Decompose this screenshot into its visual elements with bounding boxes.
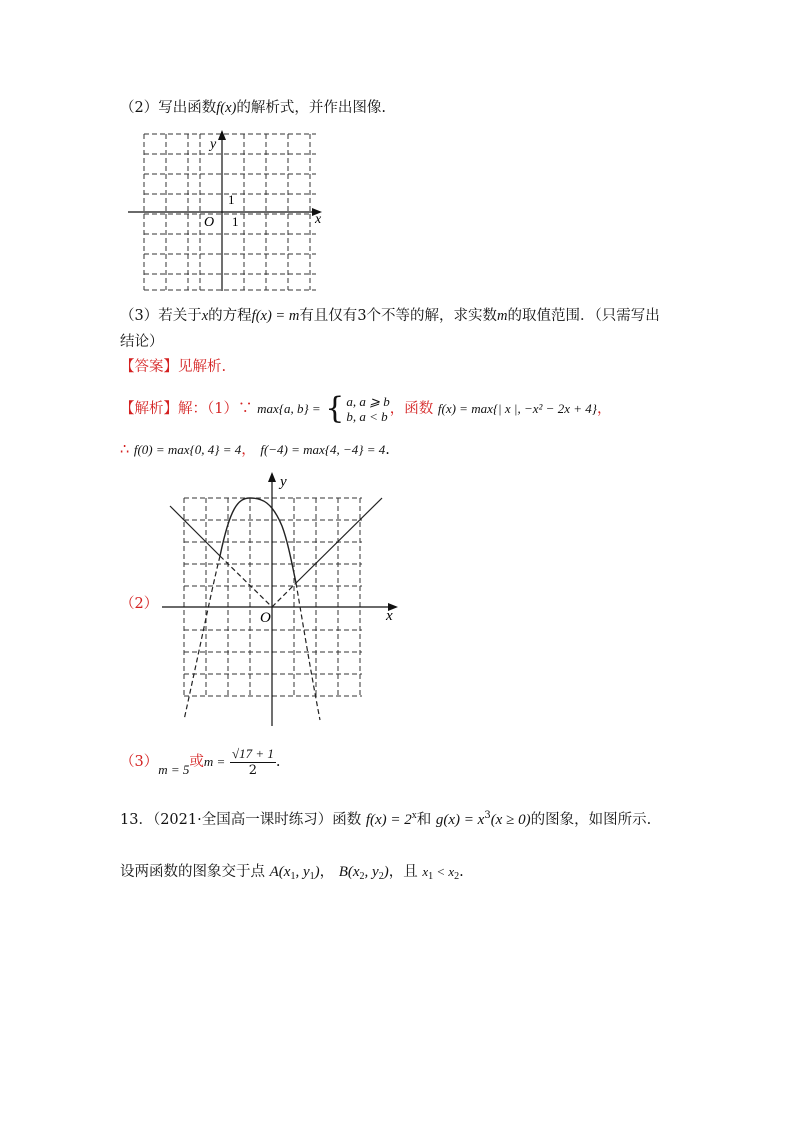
answer-line	[120, 357, 226, 377]
therefore-line	[120, 440, 390, 460]
ans3-m-eq: m =	[203, 754, 226, 769]
part3-question	[120, 306, 660, 326]
max-case-2: b, a < b	[346, 409, 388, 424]
q13-and2: ，且	[388, 864, 418, 880]
q13-line2-text: 设两函数的图象交于点	[120, 864, 265, 880]
q13-b-close: )	[383, 864, 389, 880]
ans3-fraction	[230, 746, 276, 779]
therefore-symbol: ∴	[120, 442, 130, 458]
comma-2: ，	[596, 401, 612, 417]
q13-line1	[120, 806, 651, 830]
f0-eval: f(0) = max{0, 4} = 4	[133, 442, 242, 457]
solution-y-label: y	[280, 474, 287, 490]
q13-a-mid: , y	[295, 864, 310, 880]
answer3-line	[120, 742, 280, 790]
q13-ineq-sub1: 1	[428, 871, 434, 882]
part3-count: 3	[357, 308, 367, 324]
q13-g-exp: 3	[484, 810, 491, 821]
analysis-tag: 【解析】	[120, 401, 178, 417]
parabola-solid	[220, 498, 296, 583]
tick-x-label: 1	[232, 214, 239, 229]
part3-text-c: 有且仅有	[299, 308, 358, 324]
analysis-line	[120, 392, 611, 426]
q13-a-close: )	[314, 864, 320, 880]
q13-ineq-sub2: 2	[454, 871, 460, 882]
q13-point-b	[339, 864, 389, 880]
answer-tag: 【答案】	[120, 359, 178, 375]
fm4-eval: f(−4) = max{4, −4} = 4	[260, 442, 386, 457]
part3-question-cont: 结论）	[120, 334, 164, 350]
q13-b-open: B(x	[338, 864, 360, 880]
q13-number: 13．	[120, 812, 153, 828]
max-def-cases	[325, 391, 390, 426]
q13-b-mid: , y	[364, 864, 379, 880]
sep: ，	[241, 442, 256, 458]
q13-g-cond: (x ≥ 0)	[490, 812, 531, 828]
q13-f: f(x) = 2	[365, 812, 412, 828]
cases	[346, 394, 389, 424]
q13-ineq-x1: x	[422, 864, 429, 879]
comma-1: ，	[389, 401, 405, 417]
solution-y-arrow	[268, 472, 276, 482]
solution-x-label: x	[386, 608, 393, 624]
part2-fx: f(x)	[216, 100, 237, 116]
q13-a-sub2: 1	[309, 871, 315, 882]
fx-definition: f(x) = max{| x |, −x² − 2x + 4}	[437, 401, 597, 416]
analysis-jie: 解：（1）∵	[178, 401, 253, 417]
x-label: x	[315, 212, 322, 227]
q13-point-a	[270, 864, 320, 880]
graph2-label: （2）	[120, 596, 159, 612]
part3-text-a: （3）若关于	[120, 308, 202, 324]
q13-b-sub1: 2	[359, 871, 365, 882]
q13-a-open: A(x	[269, 864, 291, 880]
q13-and: 和	[416, 812, 432, 828]
ans3-period: .	[275, 754, 281, 770]
q13-a-sub1: 1	[290, 871, 296, 882]
solution-origin: O	[260, 610, 271, 626]
q13-source: （2021·全国高一课时练习）函数	[152, 812, 362, 828]
origin-label: O	[204, 215, 215, 230]
q13-inequality	[422, 864, 460, 882]
y-label: y	[210, 137, 217, 152]
max-def-left: max{a, b} =	[257, 401, 321, 416]
ans3-or: 或	[189, 754, 204, 770]
y-axis-arrow	[218, 130, 226, 140]
part2-label: （2）写出函数	[120, 100, 217, 116]
ans3-label: （3）	[120, 754, 159, 770]
q13-b-sub2: 2	[378, 871, 384, 882]
parabola-dashed-left	[184, 556, 220, 720]
solution-graph	[160, 468, 410, 728]
answer-text: 见解析.	[178, 359, 227, 375]
blank-grid-figure	[124, 128, 334, 293]
q13-ineq-mid: < x	[433, 864, 455, 879]
period-1: .	[385, 442, 390, 458]
q13-period: .	[459, 864, 464, 880]
q13-f-exp: x	[411, 810, 417, 821]
ans3-denominator: 2	[248, 762, 258, 778]
q13-g: g(x) = x	[435, 812, 485, 828]
part3-text-d: 个不等的解，求实数	[366, 308, 498, 324]
tick-y-label: 1	[228, 192, 235, 207]
hanshu: 函数	[404, 401, 434, 417]
max-case-1: a, a ⩾ b	[346, 394, 390, 409]
part3-text-e: 的取值范围．（只需写出	[507, 308, 660, 324]
part3-equation: f(x) = m	[251, 308, 300, 324]
q13-line2	[120, 862, 464, 887]
q13-rest: 的图象，如图所示.	[530, 812, 652, 828]
abs-right-solid	[296, 498, 382, 583]
part2-question	[120, 98, 386, 118]
left-brace: {	[325, 391, 345, 426]
q13-comma: ，	[319, 864, 335, 880]
abs-left-solid	[170, 506, 220, 556]
ans3-m5: m = 5	[158, 762, 190, 777]
abs-right-dashed	[272, 583, 296, 607]
part3-m: m	[497, 308, 508, 324]
part2-rest: 的解析式，并作出图像.	[236, 100, 386, 116]
ans3-numerator: √17 + 1	[231, 745, 274, 761]
part3-text-b: 的方程	[208, 308, 252, 324]
part3-x: x	[201, 308, 209, 324]
